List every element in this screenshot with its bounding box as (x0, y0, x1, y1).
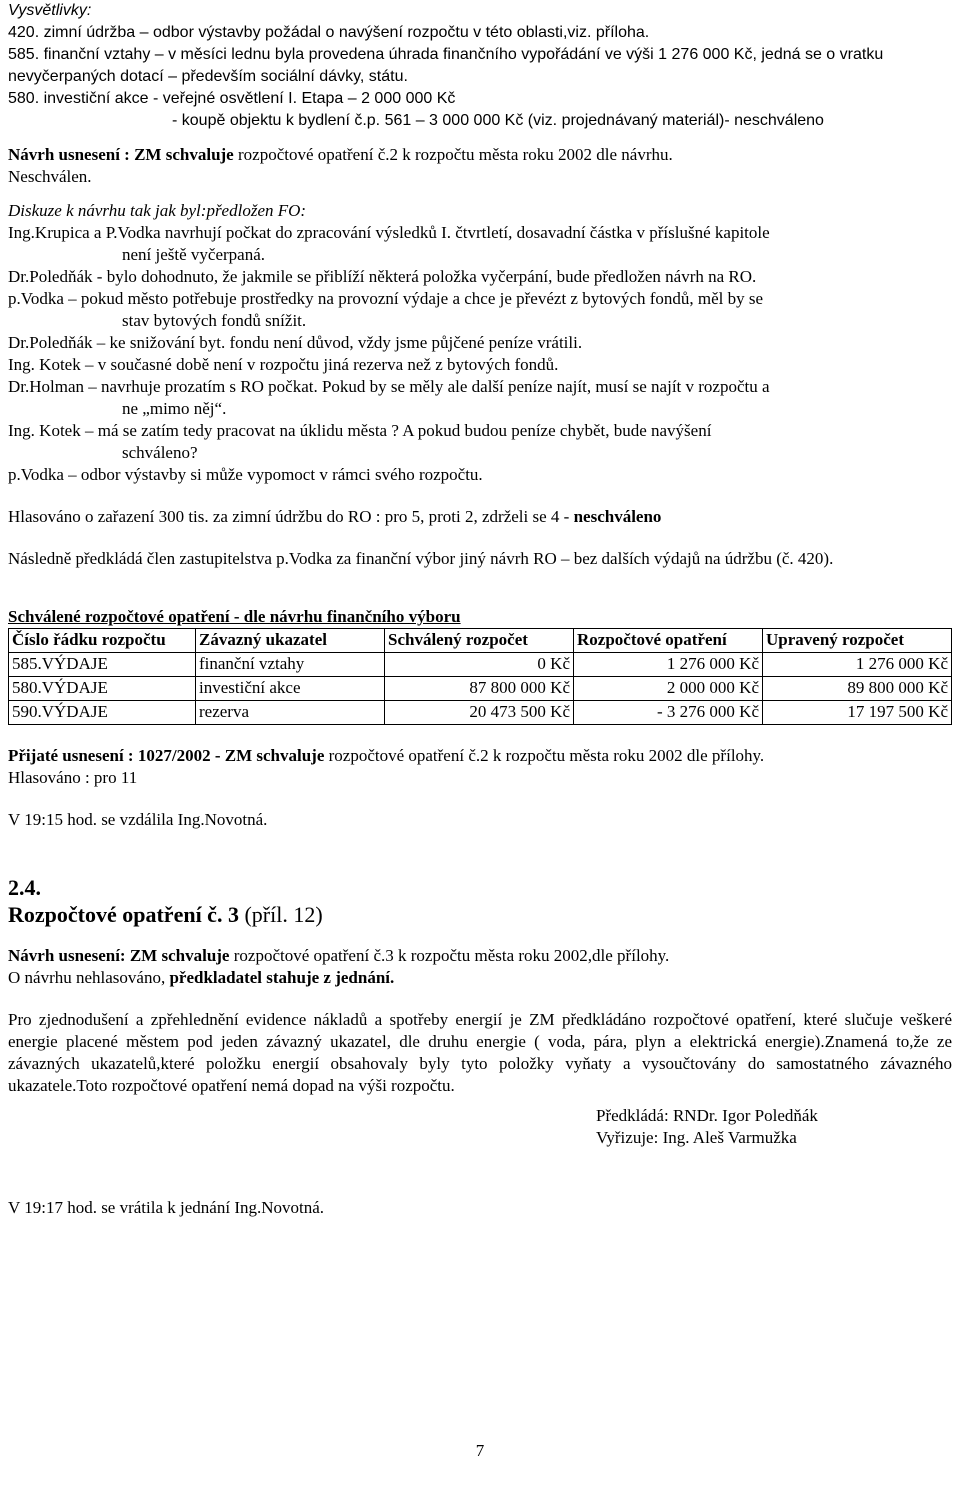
table-header-row (9, 629, 952, 653)
vote-line: Hlasováno o zařazení 300 tis. za zimní údržbu do RO : pro 5, proti 2, zdrželi se 4 - neschváleno (8, 507, 662, 526)
table-cell: 20 473 500 Kč (385, 701, 574, 725)
discussion-item: p.Vodka – odbor výstavby si může vypomoct v rámci svého rozpočtu. (8, 465, 483, 484)
table-cell: 590.VÝDAJE (9, 701, 196, 725)
table-cell: - 3 276 000 Kč (574, 701, 763, 725)
table-cell: 1 276 000 Kč (574, 653, 763, 677)
discussion-item-cont: ne „mimo něj“. (122, 399, 227, 418)
resolution-vote: Hlasováno : pro 11 (8, 768, 138, 787)
signature-handler: Vyřizuje: Ing. Aleš Varmužka (596, 1128, 797, 1147)
legend-line-580a: 580. investiční akce - veřejné osvětlení I. Etapa – 2 000 000 Kč (8, 90, 456, 107)
table-cell: 17 197 500 Kč (763, 701, 952, 725)
table-cell: 2 000 000 Kč (574, 677, 763, 701)
table-row (9, 677, 952, 701)
table-cell: 89 800 000 Kč (763, 677, 952, 701)
table-header-cell: Schválený rozpočet (385, 629, 574, 653)
discussion-item: p.Vodka – pokud město potřebuje prostředky na provozní výdaje a chce je převézt z bytových fondů, měl by se (8, 289, 764, 308)
section-title: Rozpočtové opatření č. 3 (příl. 12) (8, 902, 323, 927)
legend-line-420: 420. zimní údržba – odbor výstavby požádal o navýšení rozpočtu v této oblasti,viz. příloha. (8, 24, 650, 41)
discussion-list (8, 222, 952, 486)
table-header-cell: Rozpočtové opatření (574, 629, 763, 653)
table-cell: 585.VÝDAJE (9, 653, 196, 677)
discussion-item: Dr.Poledňák - bylo dohodnuto, že jakmile se přiblíží některá položka vyčerpání, bude předložen návrh na RO. (8, 267, 757, 286)
discussion-item-cont: není ještě vyčerpaná. (122, 245, 266, 264)
table-cell: 580.VÝDAJE (9, 677, 196, 701)
legend-heading: Vysvětlivky: (8, 2, 92, 19)
discussion-item: Ing. Kotek – má se zatím tedy pracovat na úklidu města ? A pokud budou peníze chybět, bude navýšení (8, 421, 712, 440)
legend-line-585: 585. finanční vztahy – v měsíci lednu byla provedena úhrada finančního vypořádání ve výši 1 276 000 Kč, jedná se o vratku nevyčerpaných dotací – především sociální dávky, státu. (8, 46, 884, 85)
note-1915: V 19:15 hod. se vzdálila Ing.Novotná. (8, 810, 268, 829)
discussion-item: Ing. Kotek – v současné době není v rozpočtu jiná rezerva než z bytových fondů. (8, 355, 559, 374)
discussion-item-cont: stav bytových fondů snížit. (122, 311, 307, 330)
section-number: 2.4. (8, 875, 41, 900)
table-row (9, 701, 952, 725)
proposal-result: Neschválen. (8, 167, 92, 186)
proposal3-status: O návrhu nehlasováno, předkladatel stahuje z jednání. (8, 968, 395, 987)
table-header-cell: Číslo řádku rozpočtu (9, 629, 196, 653)
table-cell: finanční vztahy (196, 653, 385, 677)
discussion-item: Dr.Holman – navrhuje prozatím s RO počkat. Pokud by se měly ale další peníze najít, musí se najít v rozpočtu a (8, 377, 770, 396)
proposal3-line: Návrh usnesení: ZM schvaluje rozpočtové opatření č.3 k rozpočtu města roku 2002,dle přílohy. (8, 946, 670, 965)
note-1917: V 19:17 hod. se vrátila k jednání Ing.Novotná. (8, 1198, 325, 1217)
signature-presenter: Předkládá: RNDr. Igor Poledňák (596, 1106, 818, 1125)
resolution-line: Přijaté usnesení : 1027/2002 - ZM schvaluje rozpočtové opatření č.2 k rozpočtu města roku 2002 dle přílohy. (8, 746, 765, 765)
proposal-text: rozpočtové opatření č.2 k rozpočtu města roku 2002 dle návrhu. (237, 145, 673, 164)
approved-budget-table (8, 628, 952, 725)
discussion-heading: Diskuze k návrhu tak jak byl:předložen FO: (8, 201, 307, 220)
proposal-line (8, 144, 952, 166)
table-cell: 1 276 000 Kč (763, 653, 952, 677)
table-header-cell: Závazný ukazatel (196, 629, 385, 653)
table-cell: rezerva (196, 701, 385, 725)
discussion-item-cont: schváleno? (122, 443, 198, 462)
discussion-item: Ing.Krupica a P.Vodka navrhují počkat do zpracování výsledků I. čtvrtletí, dosavadní částka v příslušné kapitole (8, 223, 770, 242)
legend-line-580b: - koupě objektu k bydlení č.p. 561 – 3 000 000 Kč (viz. projednávaný materiál)- neschváleno (172, 112, 824, 129)
approved-table-caption: Schválené rozpočtové opatření - dle návrhu finančního výboru (8, 607, 461, 626)
discussion-item: Dr.Poledňák – ke snižování byt. fondu není důvod, vždy jsme půjčené peníze vrátili. (8, 333, 583, 352)
proposal-label: Návrh usnesení : ZM schvaluje (8, 145, 234, 164)
table-header-cell: Upravený rozpočet (763, 629, 952, 653)
table-cell: 87 800 000 Kč (385, 677, 574, 701)
table-cell: 0 Kč (385, 653, 574, 677)
page-number: 7 (475, 1441, 485, 1460)
document-page (8, 0, 952, 1219)
table-cell: investiční akce (196, 677, 385, 701)
table-row (9, 653, 952, 677)
next-proposal: Následně předkládá člen zastupitelstva p.Vodka za finanční výbor jiný návrh RO – bez dalších výdajů na údržbu (č. 420). (8, 549, 834, 568)
explanation-paragraph: Pro zjednodušení a zpřehlednění evidence nákladů a spotřeby energií je ZM předkládáno rozpočtové opatření, které slučuje veškeré energie placené městem pod jeden závazný ukazatel, dle druhu energie ( voda, pára, plyn a elektrická energie).Znamená to,že ze závazných ukazatelů,které položku energií obsahovaly byly tyto položky vyňaty a vysoučtovány do samostatného závazného ukazatele.Toto rozpočtové opatření nemá dopad na výši rozpočtu. (8, 1010, 952, 1095)
